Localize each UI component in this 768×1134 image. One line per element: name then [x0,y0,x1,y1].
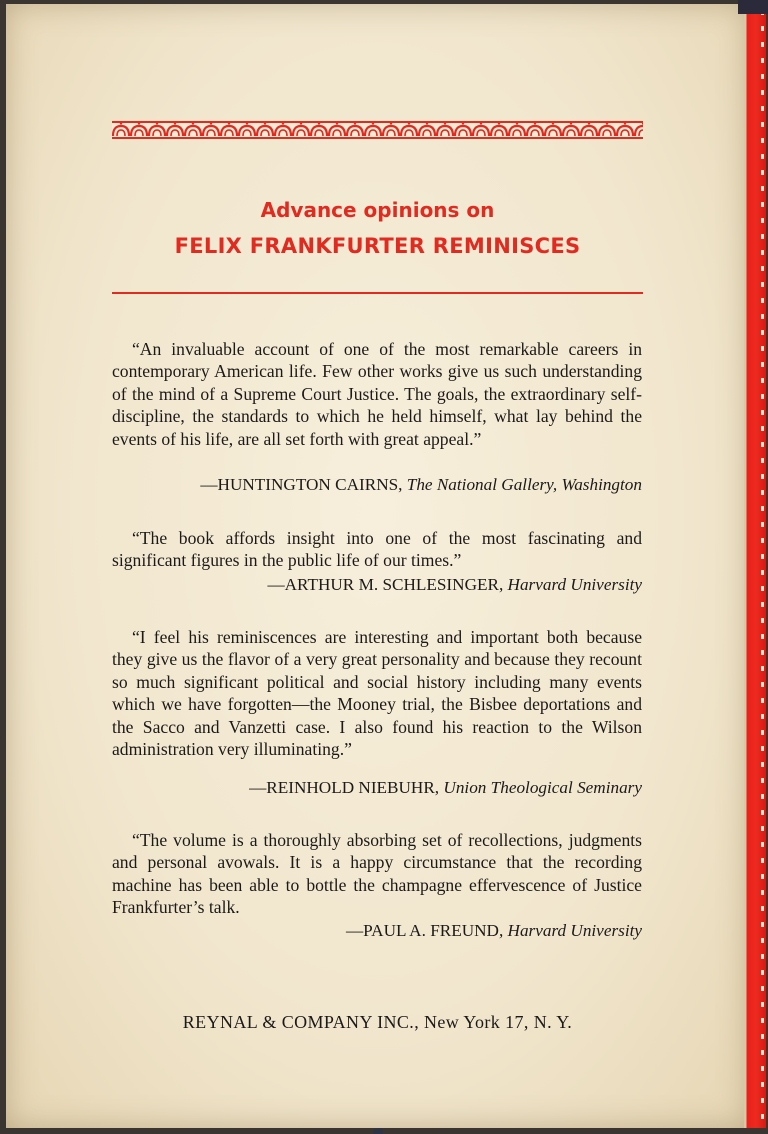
attribution-author: —HUNTINGTON CAIRNS, [200,475,403,494]
heading-advance-opinions: Advance opinions on [260,198,495,222]
spine-dotted-border [761,10,764,1128]
attribution-affiliation: Harvard University [507,921,642,940]
attribution-cairns [200,475,642,495]
quote-cairns: “An invaluable account of one of the most remarkable careers in contemporary American life. Few other works give us such understanding of the mind of a Supreme Court Justice. The goals, the extraordinary self-discipline, the standards to which he held himself, what lay behind the events of his life, are all set forth with great appeal.” [112,339,642,449]
attribution-affiliation: Harvard University [507,575,642,594]
publisher-imprint: REYNAL & COMPANY INC., New York 17, N. Y. [182,1012,573,1032]
attribution-author: —ARTHUR M. SCHLESINGER, [267,575,504,594]
attribution-schlesinger [267,575,642,595]
attribution-freund [346,921,642,941]
attribution-affiliation: The National Gallery, Washington [406,475,642,494]
background-mark [373,1128,383,1134]
quote-niebuhr: “I feel his reminiscences are interesting and important both because they give us the flavor of a very great personality and because they recount so much significant political and social history including many events which we have forgotten—the Mooney trial, the Bisbee deportations and the Sacco and Vanzetti case. I also found his reaction to the Wilson administration very illuminating.” [112,627,642,760]
background-corner [738,0,768,14]
heading-book-title: FELIX FRANKFURTER REMINISCES [174,234,581,258]
quote-freund: “The volume is a thoroughly absorbing set of recollections, judgments and personal avowals. It is a happy circumstance that the recording machine has been able to bottle the champagne effervescence of Justice Frankfurter’s talk. [112,830,642,918]
red-divider-rule [112,292,643,294]
attribution-niebuhr [249,778,642,798]
attribution-author: —REINHOLD NIEBUHR, [249,778,440,797]
ornamental-border-band [112,121,643,139]
attribution-affiliation: Union Theological Seminary [443,778,642,797]
attribution-author: —PAUL A. FREUND, [345,921,504,940]
quote-schlesinger: “The book affords insight into one of the most fascinating and significant figures in the public life of our times.” [112,528,642,571]
